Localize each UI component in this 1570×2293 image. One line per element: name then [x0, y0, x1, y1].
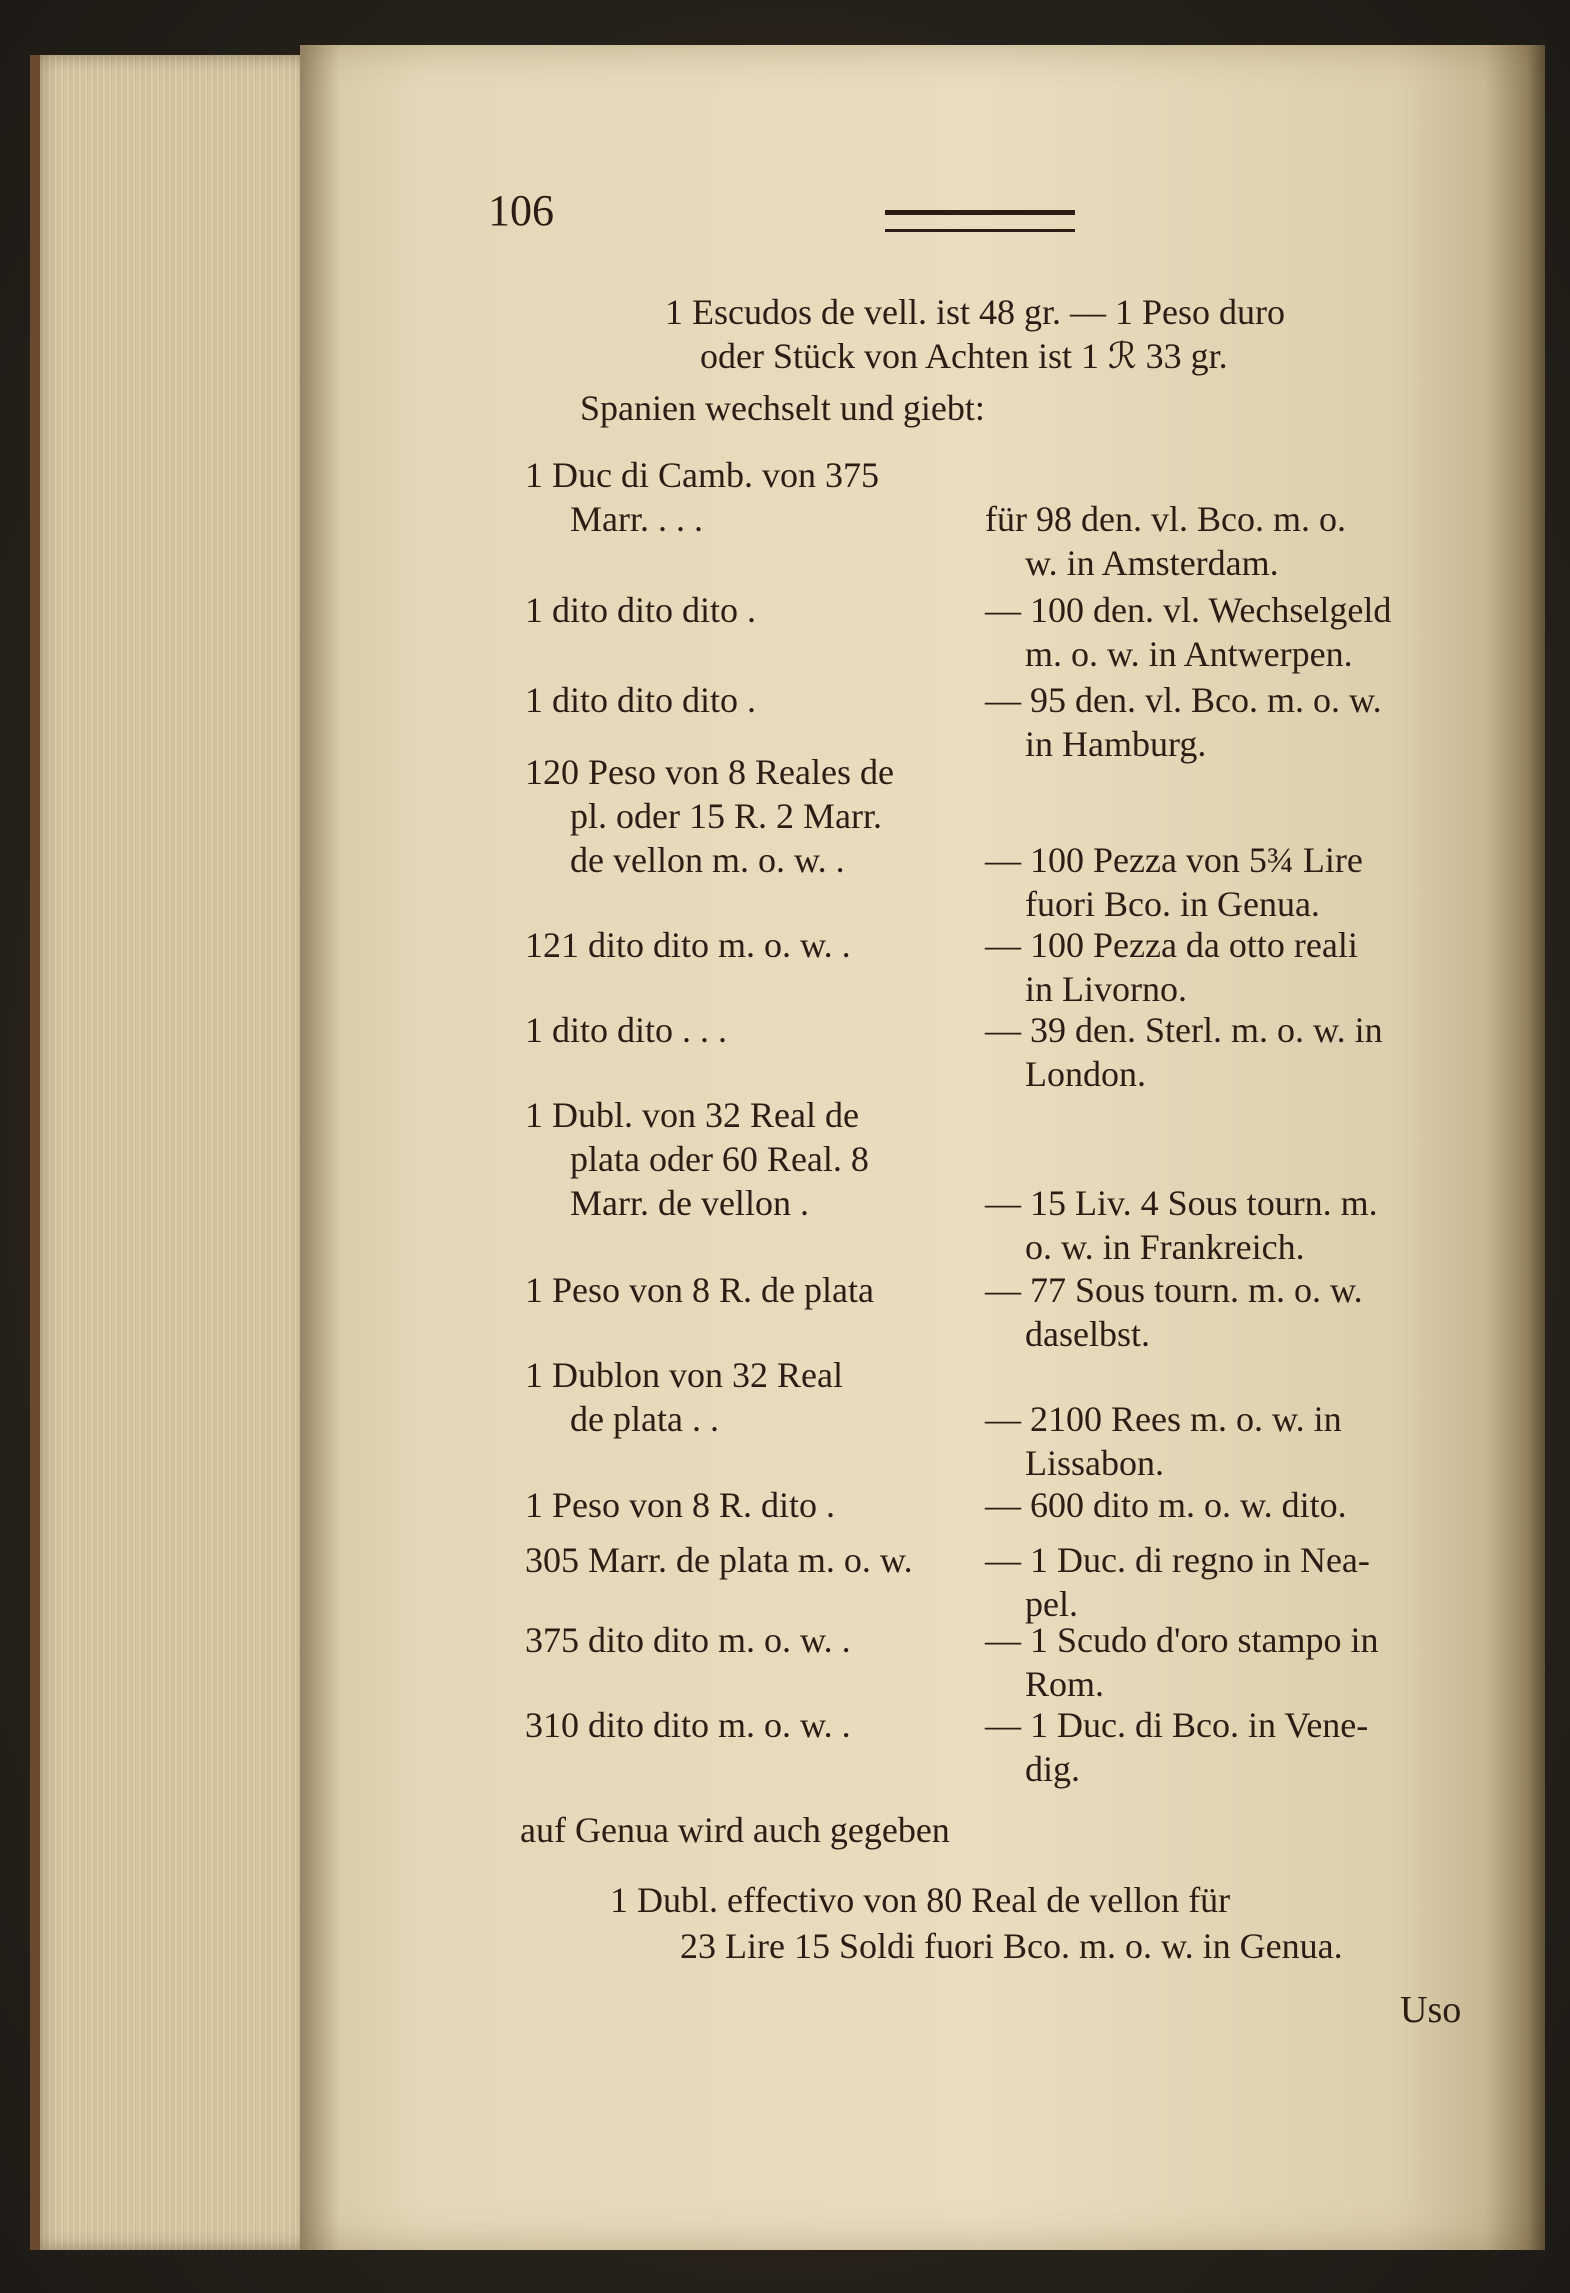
row-2-left-line-1: 1 dito dito dito . [525, 590, 757, 630]
row-5-right-line-1: — 100 Pezza da otto reali [985, 925, 1358, 965]
row-12-right-line-2: Rom. [1025, 1664, 1105, 1704]
row-1-right-line-1: für 98 den. vl. Bco. m. o. [985, 499, 1346, 539]
intro-line-1: 1 Escudos de vell. ist 48 gr. — 1 Peso duro [665, 292, 1285, 332]
genua-line-2: 23 Lire 15 Soldi fuori Bco. m. o. w. in Genua. [680, 1926, 1343, 1966]
row-8-right-line-2: daselbst. [1025, 1314, 1150, 1354]
row-12-right-line-1: — 1 Scudo d'oro stampo in [985, 1620, 1379, 1660]
genua-line-1: 1 Dubl. effectivo von 80 Real de vellon für [610, 1880, 1231, 1920]
row-7-right-line-1: — 15 Liv. 4 Sous tourn. m. [985, 1183, 1378, 1223]
row-12-left-line-1: 375 dito dito m. o. w. . [525, 1620, 851, 1660]
row-7-left-line-2: plata oder 60 Real. 8 [570, 1139, 869, 1179]
row-2-right-line-2: m. o. w. in Antwerpen. [1025, 634, 1353, 674]
row-8-left-line-1: 1 Peso von 8 R. de plata [525, 1270, 874, 1310]
header-rule [885, 210, 1075, 232]
row-4-right-line-1: — 100 Pezza von 5¾ Lire [985, 840, 1363, 880]
page-number: 106 [488, 186, 554, 235]
row-13-right-line-1: — 1 Duc. di Bco. in Vene- [985, 1705, 1369, 1745]
row-11-right-line-1: — 1 Duc. di regno in Nea- [985, 1540, 1370, 1580]
row-5-left-line-1: 121 dito dito m. o. w. . [525, 925, 851, 965]
book-page-edges [30, 55, 310, 2250]
row-7-left-line-1: 1 Dubl. von 32 Real de [525, 1095, 859, 1135]
row-3-right-line-2: in Hamburg. [1025, 724, 1207, 764]
catchword: Uso [1400, 1989, 1462, 2031]
row-7-right-line-2: o. w. in Frankreich. [1025, 1227, 1305, 1267]
row-6-right-line-2: London. [1025, 1054, 1146, 1094]
row-3-right-line-1: — 95 den. vl. Bco. m. o. w. [985, 680, 1382, 720]
row-8-right-line-1: — 77 Sous tourn. m. o. w. [985, 1270, 1363, 1310]
row-7-left-line-3: Marr. de vellon . [570, 1183, 809, 1223]
row-1-left-line-1: 1 Duc di Camb. von 375 [525, 455, 879, 495]
row-4-left-line-1: 120 Peso von 8 Reales de [525, 752, 894, 792]
row-9-left-line-1: 1 Dublon von 32 Real [525, 1355, 843, 1395]
row-6-left-line-1: 1 dito dito . . . [525, 1010, 728, 1050]
row-9-left-line-2: de plata . . [570, 1399, 719, 1439]
intro-line-2: oder Stück von Achten ist 1 ℛ 33 gr. [700, 336, 1228, 376]
page-gutter-shadow [1485, 45, 1545, 2250]
row-10-left-line-1: 1 Peso von 8 R. dito . [525, 1485, 836, 1525]
row-10-right-line-1: — 600 dito m. o. w. dito. [985, 1485, 1347, 1525]
row-1-left-line-2: Marr. . . . [570, 499, 703, 539]
page-left-shadow [300, 45, 340, 2250]
row-4-left-line-3: de vellon m. o. w. . [570, 840, 845, 880]
row-13-right-line-2: dig. [1025, 1749, 1081, 1789]
section-heading: Spanien wechselt und giebt: [580, 388, 985, 428]
row-9-right-line-1: — 2100 Rees m. o. w. in [985, 1399, 1342, 1439]
row-1-right-line-2: w. in Amsterdam. [1025, 543, 1279, 583]
row-4-left-line-2: pl. oder 15 R. 2 Marr. [570, 796, 882, 836]
row-4-right-line-2: fuori Bco. in Genua. [1025, 884, 1320, 924]
row-2-right-line-1: — 100 den. vl. Wechselgeld [985, 590, 1392, 630]
row-13-left-line-1: 310 dito dito m. o. w. . [525, 1705, 851, 1745]
row-9-right-line-2: Lissabon. [1025, 1443, 1164, 1483]
genua-heading: auf Genua wird auch gegeben [520, 1810, 950, 1850]
row-6-right-line-1: — 39 den. Sterl. m. o. w. in [985, 1010, 1383, 1050]
row-11-left-line-1: 305 Marr. de plata m. o. w. [525, 1540, 913, 1580]
row-11-right-line-2: pel. [1025, 1584, 1078, 1624]
row-5-right-line-2: in Livorno. [1025, 969, 1187, 1009]
row-3-left-line-1: 1 dito dito dito . [525, 680, 757, 720]
